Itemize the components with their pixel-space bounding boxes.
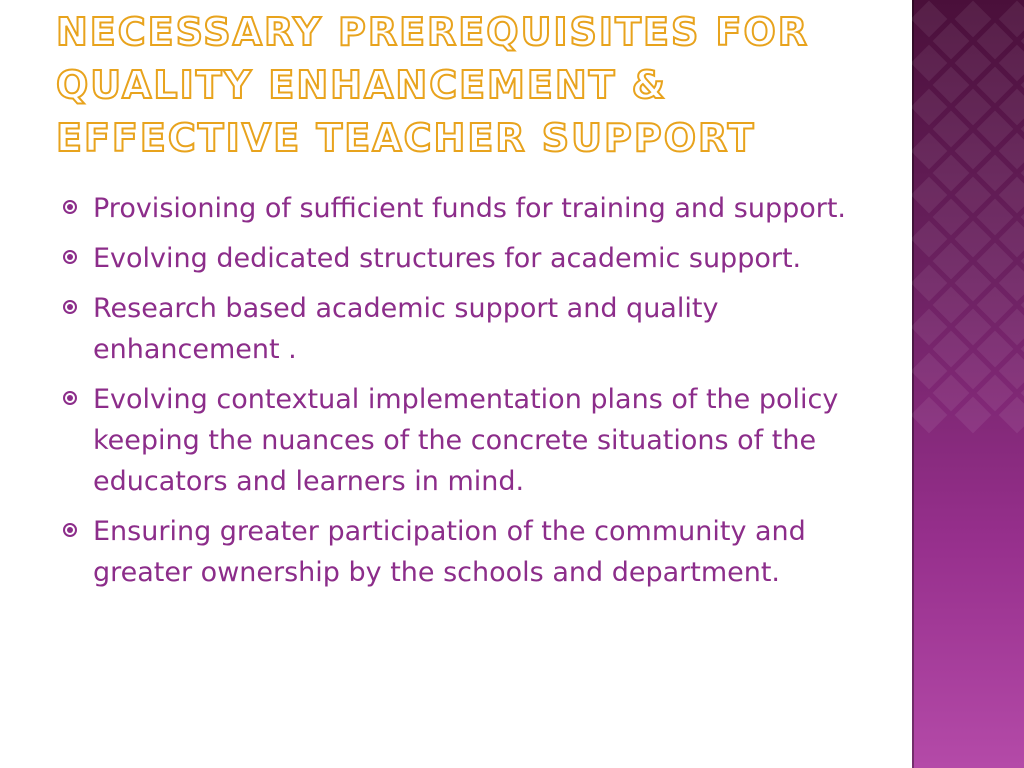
circle-dot-icon (63, 200, 77, 214)
bullet-item (60, 238, 860, 279)
bullet-text: Evolving contextual implementation plans of the policy keeping the nuances of the concrete situations of the educators and learners in mind. (93, 384, 839, 497)
decorative-side-panel (912, 0, 1024, 768)
circle-dot-icon (63, 300, 77, 314)
bullet-list (60, 188, 860, 602)
bullet-text: Evolving dedicated structures for academic support. (93, 243, 802, 274)
title-line-1: NECESSARY PREREQUISITES FOR (56, 10, 810, 54)
bullet-text: Ensuring greater participation of the community and greater ownership by the schools and department. (93, 516, 806, 588)
bullet-item (60, 288, 860, 370)
bullet-text: Research based academic support and quality enhancement . (93, 293, 719, 365)
side-panel-edge (912, 0, 914, 768)
title-line-2: QUALITY ENHANCEMENT & (56, 63, 667, 107)
bullet-text: Provisioning of sufficient funds for training and support. (93, 193, 847, 224)
bullet-item (60, 188, 860, 229)
title-line-3: EFFECTIVE TEACHER SUPPORT (56, 116, 756, 160)
bullet-item (60, 511, 860, 593)
circle-dot-icon (63, 391, 77, 405)
circle-dot-icon (63, 523, 77, 537)
circle-dot-icon (63, 250, 77, 264)
bullet-item (60, 379, 860, 502)
slide-title (56, 6, 896, 165)
